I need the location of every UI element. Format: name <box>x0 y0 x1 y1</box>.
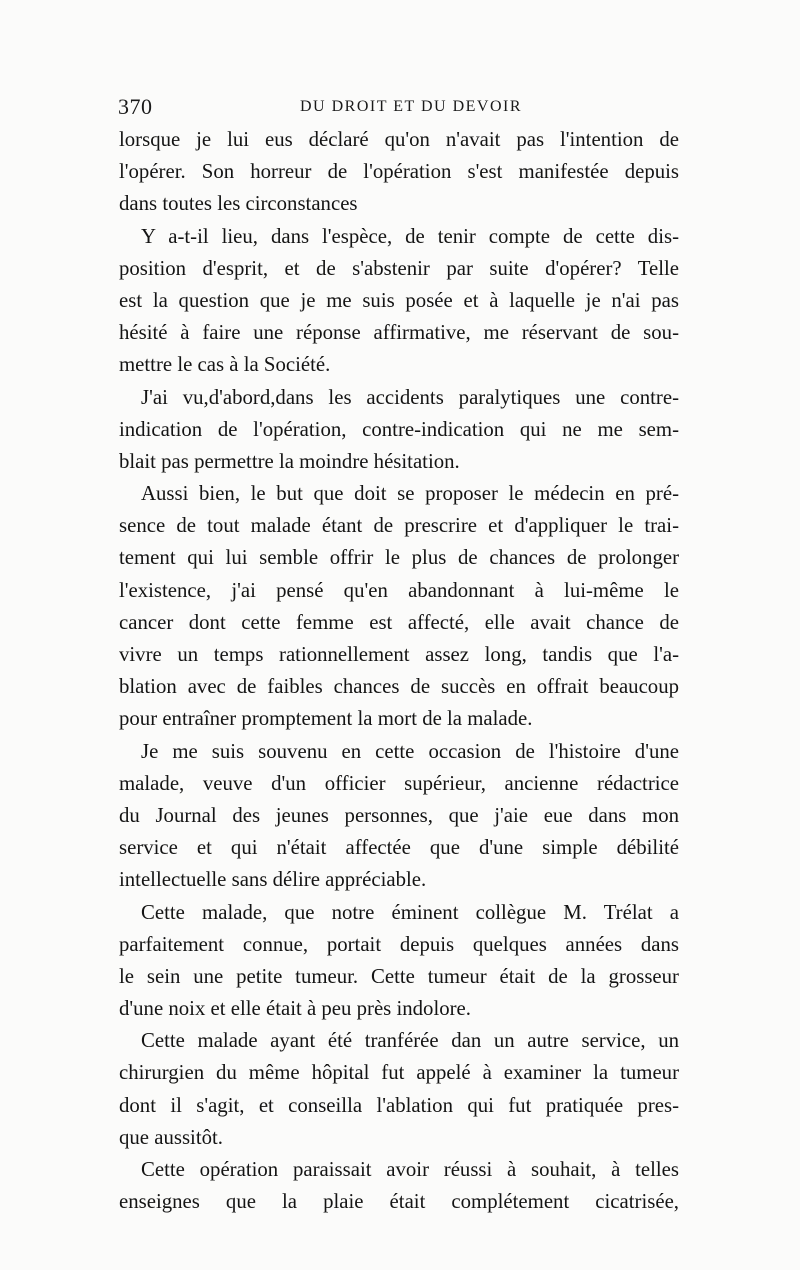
text-line: tement qui lui semble offrir le plus de chances de prolonger <box>119 546 679 570</box>
text-line: le sein une petite tumeur. Cette tumeur était de la grosseur <box>119 964 679 988</box>
text-line: sence de tout malade étant de prescrire et d'appliquer le trai- <box>119 514 679 538</box>
text-line: l'opérer. Son horreur de l'opération s'est manifestée depuis <box>119 160 679 184</box>
page-number: 370 <box>118 94 153 119</box>
text-line: chirurgien du même hôpital fut appelé à examiner la tumeur <box>119 1061 679 1085</box>
text-line: Je me suis souvenu en cette occasion de l'histoire d'une <box>141 739 679 763</box>
text-line: intellectuelle sans délire appréciable. <box>119 868 427 892</box>
text-line: Y a-t-il lieu, dans l'espèce, de tenir compte de cette dis- <box>141 224 679 248</box>
text-line: du Journal des jeunes personnes, que j'aie eue dans mon <box>119 803 679 827</box>
text-line: lorsque je lui eus déclaré qu'on n'avait pas l'intention de <box>119 128 679 151</box>
running-title: DU DROIT ET DU DEVOIR <box>300 98 523 115</box>
page-header <box>118 94 678 124</box>
text-line: Cette opération paraissait avoir réussi à souhait, à telles <box>141 1158 679 1181</box>
text-line: parfaitement connue, portait depuis quelques années dans <box>119 932 679 956</box>
text-line: service et qui n'était affectée que d'une simple débilité <box>119 836 679 860</box>
text-line: est la question que je me suis posée et à laquelle je n'ai pas <box>119 288 679 312</box>
text-line: indication de l'opération, contre-indication qui ne me sem- <box>119 417 679 441</box>
text-line: pour entraîner promptement la mort de la malade. <box>119 707 533 731</box>
text-line: enseignes que la plaie était complétement cicatrisée, <box>119 1190 679 1214</box>
text-line: mettre le cas à la Société. <box>119 353 331 377</box>
text-line: Cette malade ayant été tranférée dan un autre service, un <box>141 1029 679 1053</box>
text-line: blation avec de faibles chances de succès en offrait beaucoup <box>119 675 679 699</box>
text-line: Aussi bien, le but que doit se proposer le médecin en pré- <box>141 482 679 506</box>
text-line: J'ai vu,d'abord,dans les accidents paralytiques une contre- <box>141 385 679 409</box>
text-line: cancer dont cette femme est affecté, elle avait chance de <box>119 610 679 634</box>
text-line: dans toutes les circonstances <box>119 192 358 216</box>
text-line: position d'esprit, et de s'abstenir par suite d'opérer? Telle <box>119 256 679 280</box>
text-line: dont il s'agit, et conseilla l'ablation qui fut pratiquée pres- <box>119 1093 679 1117</box>
body-text <box>119 124 679 1218</box>
text-line: vivre un temps rationnellement assez long, tandis que l'a- <box>119 643 679 666</box>
text-line: d'une noix et elle était à peu près indolore. <box>119 997 471 1021</box>
text-line: malade, veuve d'un officier supérieur, ancienne rédactrice <box>119 771 679 795</box>
text-line: que aussitôt. <box>119 1125 223 1149</box>
text-line: hésité à faire une réponse affirmative, me réservant de sou- <box>119 321 679 345</box>
text-line: blait pas permettre la moindre hésitation. <box>119 449 460 473</box>
text-line: Cette malade, que notre éminent collègue M. Trélat a <box>141 900 679 924</box>
text-line: l'existence, j'ai pensé qu'en abandonnant à lui-même le <box>119 578 679 602</box>
